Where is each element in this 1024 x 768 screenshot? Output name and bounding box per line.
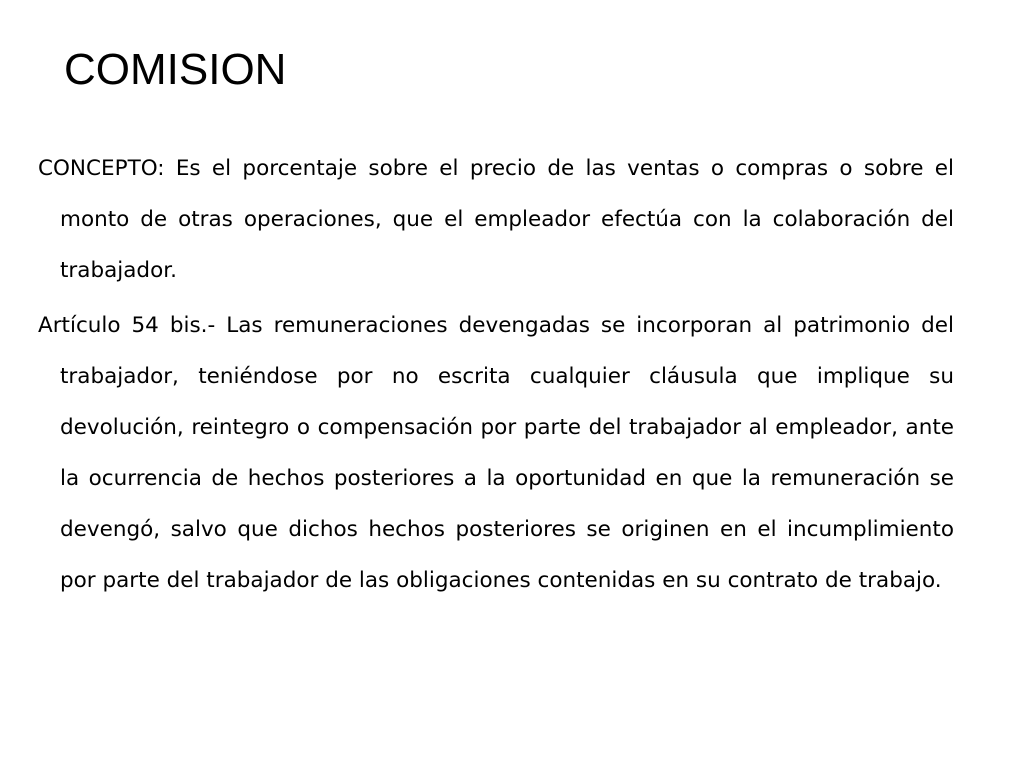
concepto-paragraph bbox=[38, 143, 954, 296]
slide-body bbox=[38, 143, 954, 606]
concepto-label: CONCEPTO bbox=[38, 156, 158, 181]
slide-title: COMISION bbox=[64, 45, 287, 94]
articulo-paragraph bbox=[38, 300, 954, 606]
concepto-text: : Es el porcentaje sobre el precio de las ventas o compras o sobre el monto de otras operaciones, que el empleador efectúa con la colaboración del trabajador. bbox=[60, 156, 954, 283]
articulo-text: Las remuneraciones devengadas se incorporan al patrimonio del trabajador, teniéndose por no escrita cualquier cláusula que implique su devolución, reintegro o compensación por parte del trabajador al empleador, ante la ocurrencia de hechos posteriores a la oportunidad en que la remuneración se devengó, salvo que dichos hechos posteriores se originen en el incumplimiento por parte del trabajador de las obligaciones contenidas en su contrato de trabajo. bbox=[60, 313, 954, 593]
articulo-label: Artículo 54 bis.- bbox=[38, 313, 216, 338]
